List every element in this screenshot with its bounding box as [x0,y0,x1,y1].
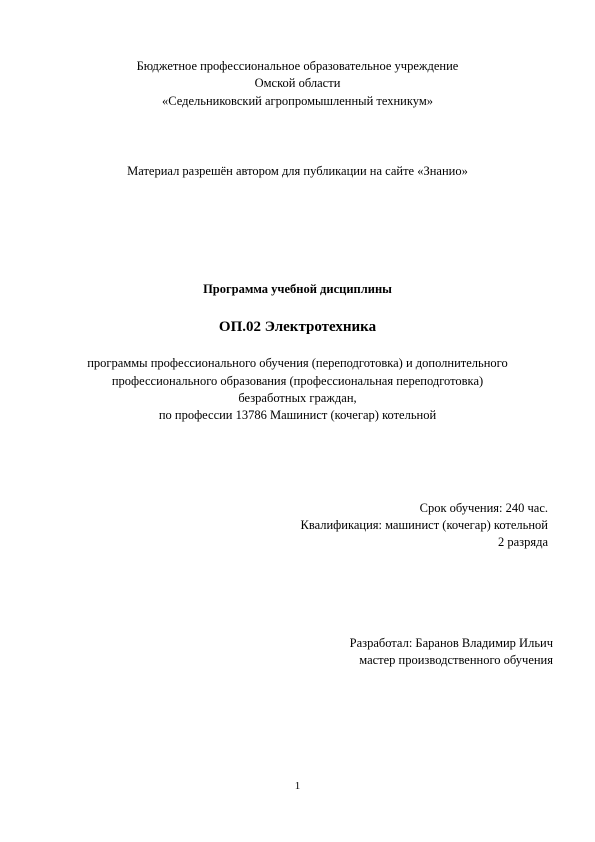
permission-note: Материал разрешён автором для публикации на сайте «Знанио» [127,164,468,178]
program-description-line1: программы профессионального обучения (переподготовка) и дополнительного [87,356,508,370]
qualification-grade: 2 разряда [497,535,548,549]
discipline-title: ОП.02 Электротехника [218,319,377,335]
program-description-line4: по профессии 13786 Машинист (кочегар) котельной [158,408,437,422]
study-duration: Срок обучения: 240 час. [419,501,548,515]
program-heading: Программа учебной дисциплины [203,282,392,296]
developer-position: мастер производственного обучения [359,653,553,667]
page-number: 1 [294,780,301,792]
institution-name-line2: Омской области [254,76,341,90]
institution-name-line3: «Седельниковский агропромышленный техникум» [161,94,434,108]
program-description-line2: профессионального образования (профессиональная переподготовка) [111,374,484,388]
institution-name-line1: Бюджетное профессиональное образовательное учреждение [136,59,459,73]
qualification: Квалификация: машинист (кочегар) котельной [300,518,548,532]
developer: Разработал: Баранов Владимир Ильич [349,636,553,650]
program-description-line3: безработных граждан, [238,391,357,405]
